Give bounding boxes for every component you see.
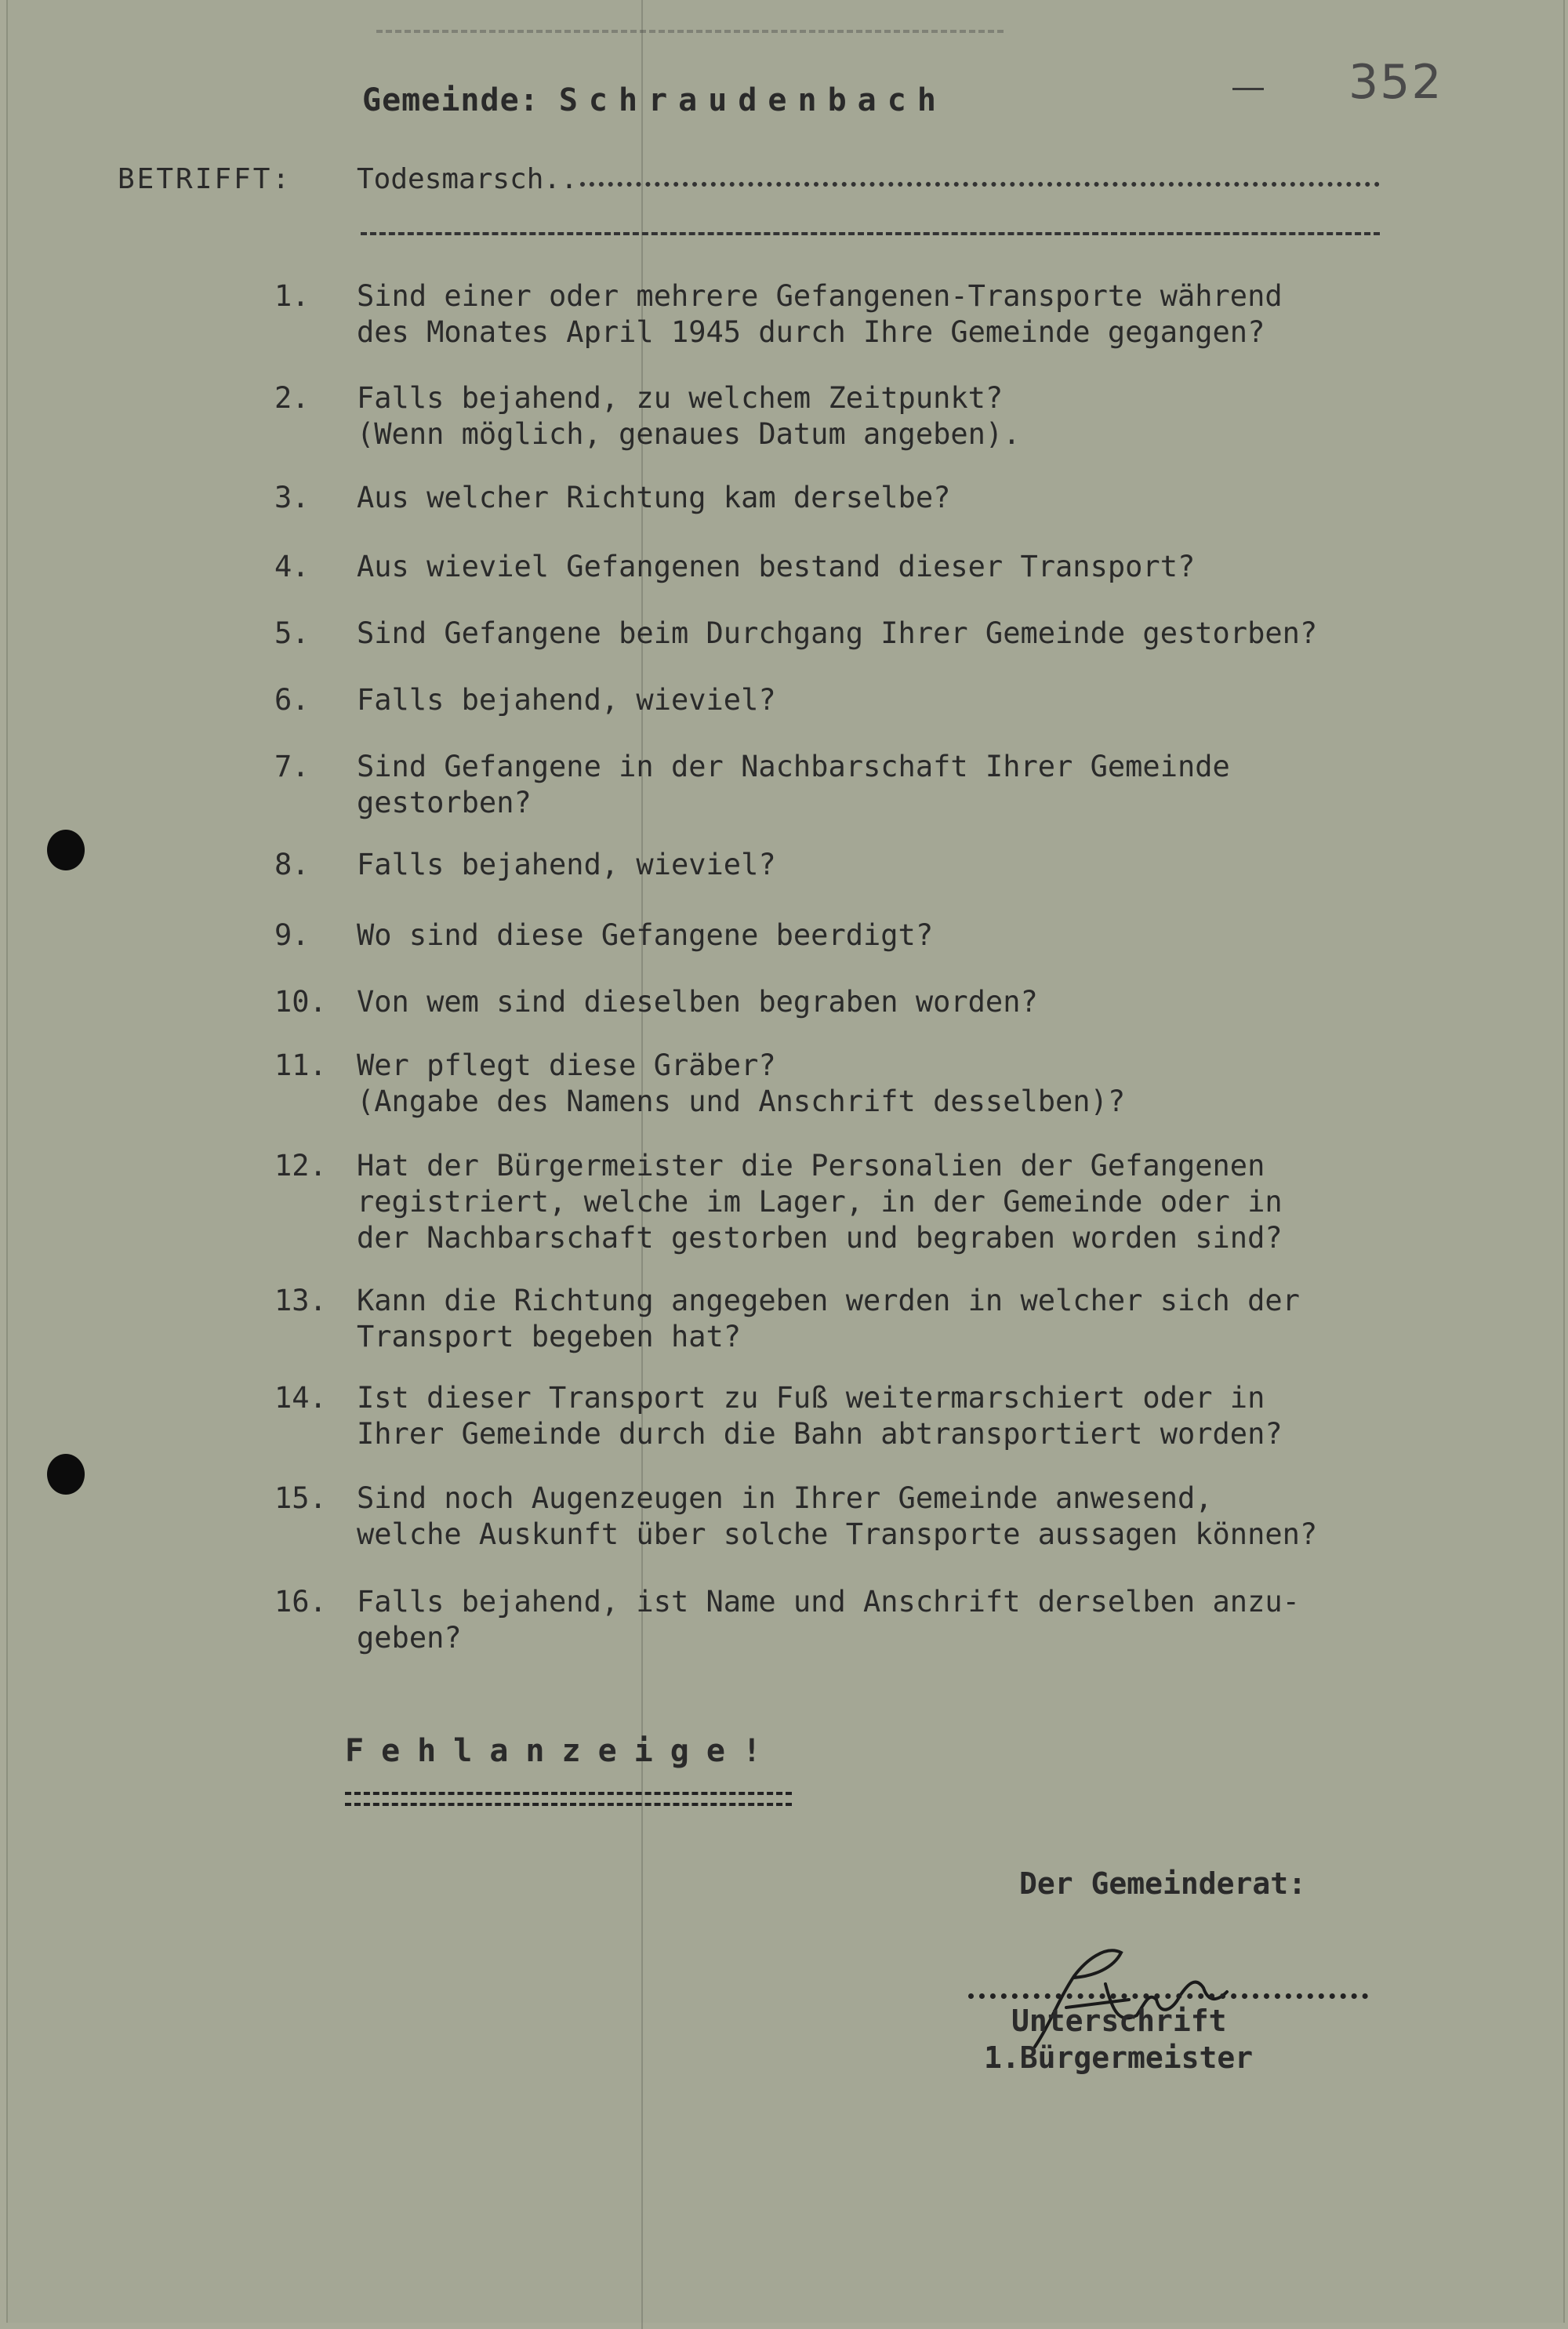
question-text: Sind einer oder mehrere Gefangenen-Transporte während des Monates April 1945 durch Ihre Gemeinde gegangen? bbox=[357, 279, 1283, 349]
faint-bleedthrough-marks bbox=[376, 30, 1004, 41]
council-label: Der Gemeinderat: bbox=[1019, 1866, 1307, 1901]
question-2 bbox=[274, 380, 1020, 452]
question-number: 16. bbox=[274, 1585, 327, 1619]
question-number: 13. bbox=[274, 1284, 327, 1317]
question-8 bbox=[274, 847, 776, 883]
question-text: Kann die Richtung angegeben werden in welcher sich der Transport begeben hat? bbox=[357, 1284, 1300, 1353]
question-5 bbox=[274, 616, 1317, 652]
question-number: 8. bbox=[274, 848, 310, 881]
punch-hole-lower bbox=[47, 1454, 85, 1495]
question-number: 7. bbox=[274, 750, 310, 783]
question-text: Aus wieviel Gefangenen bestand dieser Transport? bbox=[357, 550, 1196, 583]
question-3 bbox=[274, 480, 950, 516]
question-4 bbox=[274, 549, 1195, 585]
question-text: Ist dieser Transport zu Fuß weitermarschiert oder in Ihrer Gemeinde durch die Bahn abtransportiert worden? bbox=[357, 1381, 1283, 1451]
answer-text: Fehlanzeige! bbox=[345, 1733, 779, 1769]
question-text: Sind noch Augenzeugen in Ihrer Gemeinde anwesend, welche Auskunft über solche Transporte aussagen können? bbox=[357, 1481, 1318, 1551]
question-number: 2. bbox=[274, 381, 310, 415]
question-text: Falls bejahend, wieviel? bbox=[357, 683, 776, 717]
question-text: Wo sind diese Gefangene beerdigt? bbox=[357, 918, 934, 952]
subject-underline bbox=[361, 232, 1380, 235]
question-number: 5. bbox=[274, 616, 310, 650]
mayor-title: 1.Bürgermeister bbox=[984, 2040, 1254, 2075]
question-number: 1. bbox=[274, 279, 310, 313]
question-text: Von wem sind dieselben begraben worden? bbox=[357, 985, 1038, 1019]
question-9 bbox=[274, 917, 933, 954]
question-10 bbox=[274, 984, 1038, 1020]
question-13 bbox=[274, 1283, 1300, 1355]
page-number: 352 bbox=[1348, 55, 1443, 110]
question-number: 9. bbox=[274, 918, 310, 952]
subject-value: Todesmarsch.. bbox=[357, 163, 578, 195]
signature-label: Unterschrift bbox=[1011, 2004, 1227, 2038]
question-11 bbox=[274, 1048, 1125, 1120]
question-text: Sind Gefangene in der Nachbarschaft Ihrer Gemeinde gestorben? bbox=[357, 750, 1230, 819]
question-number: 3. bbox=[274, 481, 310, 514]
subject-label: BETRIFFT: bbox=[118, 163, 292, 195]
dotted-fill-line bbox=[580, 182, 1380, 187]
question-number: 4. bbox=[274, 550, 310, 583]
question-number: 11. bbox=[274, 1048, 327, 1082]
question-number: 12. bbox=[274, 1149, 327, 1183]
gemeinde-line bbox=[362, 82, 947, 118]
question-16 bbox=[274, 1584, 1300, 1656]
dash-mark bbox=[1232, 88, 1264, 90]
question-12 bbox=[274, 1148, 1283, 1256]
question-text: Aus welcher Richtung kam derselbe? bbox=[357, 481, 951, 514]
question-7 bbox=[274, 749, 1230, 821]
question-text: Hat der Bürgermeister die Personalien der Gefangenen registriert, welche im Lager, in der Gemeinde oder in der Nachbarschaft gestorben und begraben worden sind? bbox=[357, 1149, 1283, 1255]
question-text: Sind Gefangene beim Durchgang Ihrer Gemeinde gestorben? bbox=[357, 616, 1318, 650]
question-text: Wer pflegt diese Gräber? (Angabe des Namens und Anschrift desselben)? bbox=[357, 1048, 1126, 1118]
question-15 bbox=[274, 1481, 1317, 1553]
gemeinde-label: Gemeinde: bbox=[362, 82, 539, 118]
signature-dotted-line bbox=[968, 1993, 1368, 1999]
answer-underline bbox=[345, 1792, 792, 1806]
question-1 bbox=[274, 278, 1283, 351]
question-text: Falls bejahend, ist Name und Anschrift derselben anzu- geben? bbox=[357, 1585, 1300, 1655]
question-text: Falls bejahend, zu welchem Zeitpunkt? (Wenn möglich, genaues Datum angeben). bbox=[357, 381, 1021, 451]
punch-hole-upper bbox=[47, 830, 85, 870]
question-6 bbox=[274, 682, 776, 718]
question-number: 6. bbox=[274, 683, 310, 717]
question-text: Falls bejahend, wieviel? bbox=[357, 848, 776, 881]
question-number: 10. bbox=[274, 985, 327, 1019]
question-14 bbox=[274, 1380, 1283, 1452]
question-number: 15. bbox=[274, 1481, 327, 1515]
gemeinde-name: Schraudenbach bbox=[558, 82, 947, 118]
question-number: 14. bbox=[274, 1381, 327, 1415]
